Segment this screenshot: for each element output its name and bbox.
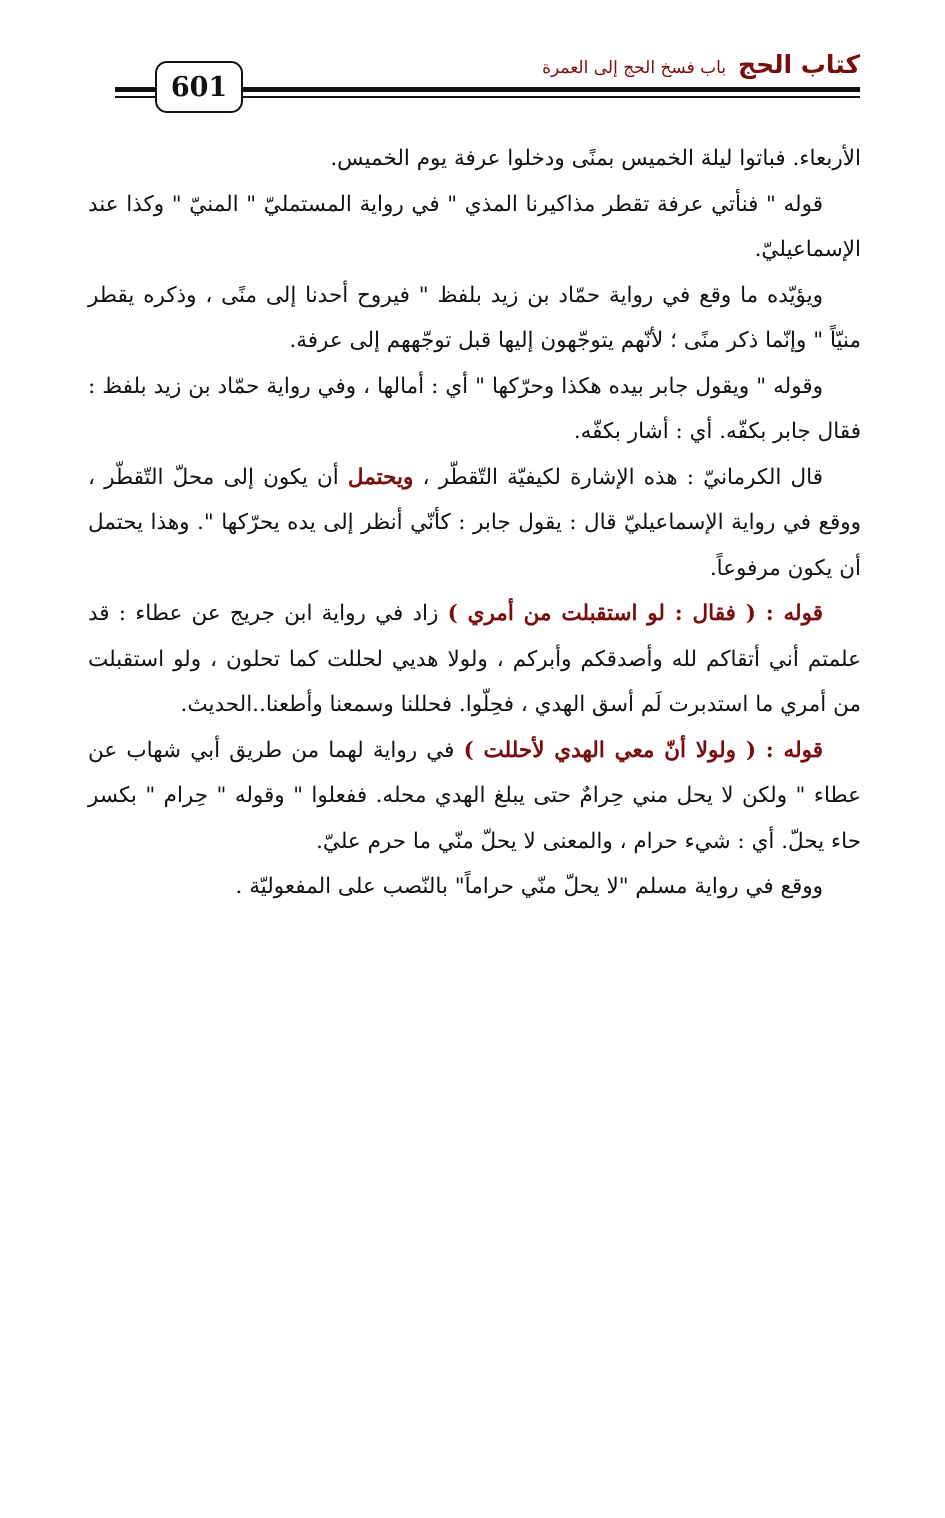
paragraph-text: قال الكرمانيّ : هذه الإشارة لكيفيّة التّقطّر ، xyxy=(413,464,823,490)
page-header xyxy=(115,48,860,120)
paragraph-text: زاد في رواية ابن جريج عن عطاء : قد علمتم أني أتقاكم لله وأصدقكم وأبركم ، ولولا هديي لحللت كما تحلون ، ولو استقبلت من أمري ما استدبرت لَم أسق الهدي ، فحِلّوا. فحللنا وسمعنا وأطعنا..الحديث. xyxy=(88,601,861,717)
header-title xyxy=(542,50,860,79)
paragraph xyxy=(88,136,861,182)
quoted-heading: قوله : ( فقال : لو استقبلت من أمري ) xyxy=(447,601,823,626)
highlighted-term: ويحتمل xyxy=(347,464,414,490)
paragraph xyxy=(88,182,861,273)
book-title: كتاب الحج xyxy=(738,50,860,79)
paragraph xyxy=(88,364,861,455)
quoted-heading: قوله : ( ولولا أنّ معي الهدي لأحللت ) xyxy=(463,737,823,763)
paragraph-text: في رواية لهما من طريق أبي شهاب عن عطاء " ولكن لا يحل مني حِرامٌ حتى يبلغ الهدي محله. ففعلوا " وقوله " حِرام " بكسر حاء يحلّ. أي : شيء حرام ، والمعنى لا يحلّ منّي ما حرم عليّ. xyxy=(88,737,861,854)
paragraph xyxy=(88,455,861,592)
paragraph xyxy=(88,728,861,865)
paragraph-text: ووقع في رواية مسلم "لا يحلّ منّي حراماً" بالنّصب على المفعوليّة . xyxy=(235,874,823,899)
paragraph-text: ويؤيّده ما وقع في رواية حمّاد بن زيد بلفظ " فيروح أحدنا إلى منًى ، وذكره يقطر منيّاً " وإنّما ذكر منًى ؛ لأنّهم يتوجّهون إليها قبل توجّههم إلى عرفة. xyxy=(88,282,861,353)
paragraph-text: وقوله " ويقول جابر بيده هكذا وحرّكها " أي : أمالها ، وفي رواية حمّاد بن زيد بلفظ : فقال جابر بكفّه. أي : أشار بكفّه. xyxy=(88,373,861,444)
paragraph xyxy=(88,864,861,910)
page-number: 601 xyxy=(155,61,243,113)
paragraph xyxy=(88,273,861,364)
paragraph-text: أن يكون إلى محلّ التّقطّر ، ووقع في رواية الإسماعيليّ قال : يقول جابر : كأنّي أنظر إلى يده يحرّكها ". وهذا يحتمل أن يكون مرفوعاً. xyxy=(88,464,861,581)
chapter-title: باب فسخ الحج إلى العمرة xyxy=(542,58,727,78)
paragraph-text: الأربعاء. فباتوا ليلة الخميس بمنًى ودخلوا عرفة يوم الخميس. xyxy=(330,146,861,171)
paragraph-text: قوله " فنأتي عرفة تقطر مذاكيرنا المذي " في رواية المستمليّ " المنيّ " وكذا عند الإسماعيليّ. xyxy=(88,191,861,262)
page-body xyxy=(88,136,861,910)
paragraph xyxy=(88,591,861,728)
